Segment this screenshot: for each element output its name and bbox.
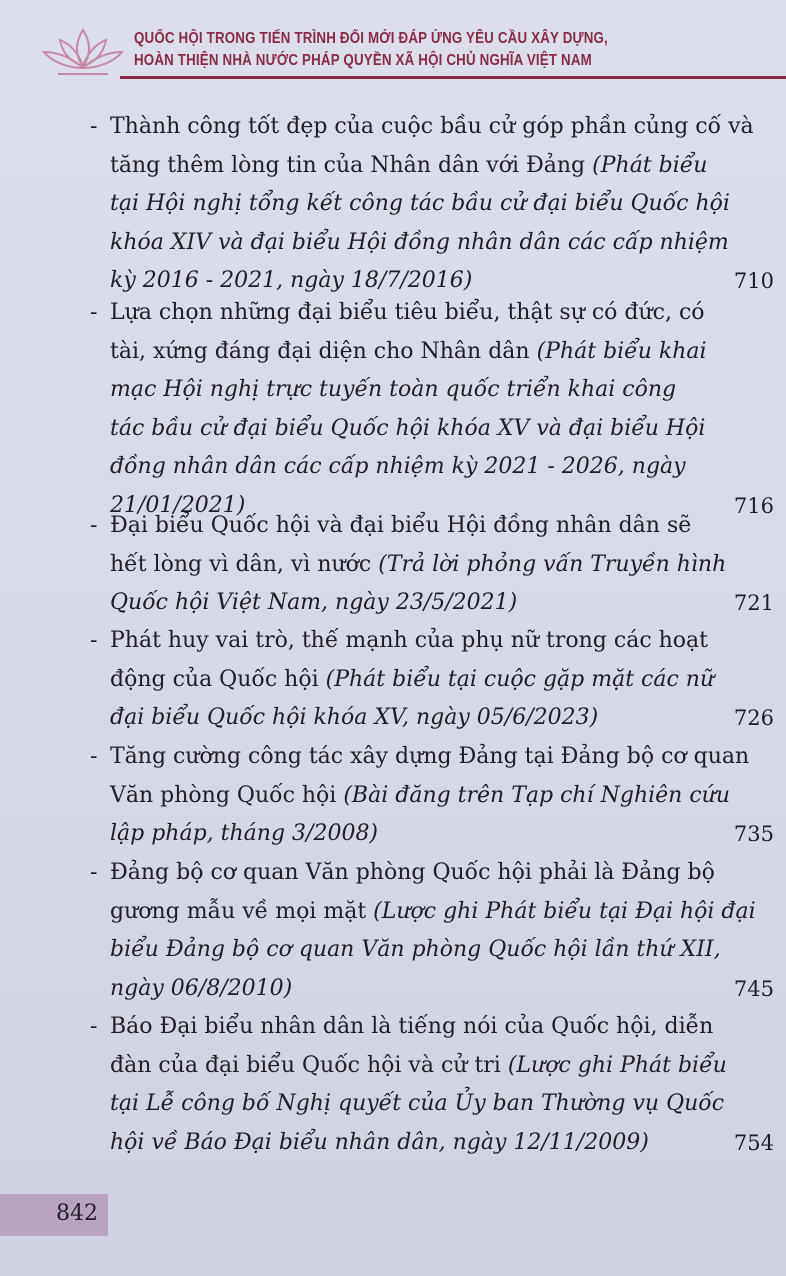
entry-title-text: tài, xứng đáng đại diện cho Nhân dân (110, 338, 537, 364)
toc-entry-line (84, 448, 774, 487)
toc-entry-line (84, 224, 774, 263)
entry-text (110, 1008, 713, 1047)
entry-text (110, 507, 691, 546)
toc-entry-line (84, 1085, 774, 1124)
bullet-dash: - (90, 628, 98, 653)
entry-text (110, 931, 721, 970)
entry-source-text: (Lược ghi Phát biểu tại Đại hội đại (373, 898, 756, 924)
entry-title-text: động của Quốc hội (110, 666, 326, 692)
toc-entry-line (84, 546, 774, 585)
entry-title-text: Phát huy vai trò, thế mạnh của phụ nữ trong các hoạt (110, 628, 709, 653)
entry-source-text: kỳ 2016 - 2021, ngày 18/7/2016) (110, 268, 473, 293)
entry-text (110, 699, 598, 738)
entry-title-text: Báo Đại biểu nhân dân là tiếng nói của Quốc hội, diễn (110, 1014, 714, 1039)
toc-entry-line (84, 738, 774, 777)
toc-entry-line (84, 147, 774, 186)
header-line-2: HOÀN THIỆN NHÀ NƯỚC PHÁP QUYỀN XÃ HỘI CHỦ NGHĨA VIỆT NAM (134, 52, 592, 69)
toc-entry-line (84, 815, 774, 854)
bullet-dash: - (90, 1014, 98, 1039)
entry-title-text: Đảng bộ cơ quan Văn phòng Quốc hội phải là Đảng bộ (110, 860, 715, 885)
bullet-dash: - (90, 513, 98, 538)
bullet-dash: - (90, 300, 98, 325)
entry-text (110, 333, 707, 372)
entry-source-text: đồng nhân dân các cấp nhiệm kỳ 2021 - 2026, ngày (110, 454, 686, 479)
entry-source-text: (Trả lời phỏng vấn Truyền hình (378, 551, 727, 577)
entry-title-text: Đại biểu Quốc hội và đại biểu Hội đồng nhân dân sẽ (110, 513, 692, 538)
entry-source-text: Quốc hội Việt Nam, ngày 23/5/2021) (110, 590, 518, 615)
entry-text (110, 1085, 724, 1124)
entry-text (110, 371, 676, 410)
entry-title-text: hết lòng vì dân, vì nước (110, 551, 379, 577)
toc-entry-line (84, 333, 774, 372)
entry-text (110, 1124, 649, 1163)
toc-entry-line (84, 699, 774, 738)
entry-text (110, 546, 726, 585)
entry-source-text: mạc Hội nghị trực tuyến toàn quốc triển khai công (110, 377, 677, 402)
toc-entry-line (84, 854, 774, 893)
entry-page-number: 754 (733, 1130, 774, 1155)
entry-text (110, 661, 714, 700)
entry-source-text: đại biểu Quốc hội khóa XV, ngày 05/6/2023) (110, 705, 599, 730)
running-header (134, 28, 650, 72)
toc-entry-line (84, 371, 774, 410)
toc-entry-line (84, 661, 774, 700)
toc-entry (84, 854, 774, 1008)
toc-entry-line (84, 970, 774, 1009)
entry-title-text: Tăng cường công tác xây dựng Đảng tại Đảng bộ cơ quan (110, 744, 750, 769)
entry-source-text: khóa XIV và đại biểu Hội đồng nhân dân các cấp nhiệm (110, 229, 729, 255)
header-rule (120, 76, 786, 79)
entry-page-number: 721 (733, 591, 774, 615)
entry-page-number: 710 (733, 269, 774, 293)
entry-source-text: lập pháp, tháng 3/2008) (110, 821, 379, 846)
entry-text (110, 410, 705, 449)
bullet-dash: - (90, 114, 98, 139)
entry-source-text: (Phát biểu tại cuộc gặp mặt các nữ (325, 666, 715, 692)
toc-entry (84, 294, 774, 525)
toc-entry-line (84, 1047, 774, 1086)
entry-text (110, 1047, 727, 1086)
toc-entry-line (84, 108, 774, 147)
entry-source-text: (Phát biểu khai (536, 338, 707, 364)
entry-text (110, 108, 754, 147)
entry-text (110, 893, 756, 932)
entry-source-text: tác bầu cử đại biểu Quốc hội khóa XV và đại biểu Hội (110, 415, 706, 441)
entry-text (110, 970, 292, 1009)
entry-title-text: Văn phòng Quốc hội (110, 782, 344, 808)
entry-text (110, 294, 705, 333)
entry-source-text: ngày 06/8/2010) (110, 975, 293, 1001)
entry-text (110, 738, 749, 777)
entry-text (110, 448, 686, 487)
page-number: 842 (56, 1201, 98, 1226)
toc-entry (84, 738, 774, 854)
bullet-dash: - (90, 860, 98, 885)
toc-entry-line (84, 185, 774, 224)
toc-entry-line (84, 777, 774, 816)
entry-source-text: tại Lễ công bố Nghị quyết của Ủy ban Thường vụ Quốc (110, 1091, 725, 1116)
header-line-1: QUỐC HỘI TRONG TIẾN TRÌNH ĐỔI MỚI ĐÁP ỨNG YÊU CẦU XÂY DỰNG, (134, 30, 608, 47)
entry-title-text: đàn của đại biểu Quốc hội và cử tri (110, 1052, 508, 1078)
entry-page-number: 745 (733, 976, 774, 1001)
entry-title-text: tăng thêm lòng tin của Nhân dân với Đảng (110, 152, 593, 178)
toc-entry-line (84, 893, 774, 932)
entry-text (110, 147, 707, 186)
toc-entry-line (84, 1008, 774, 1047)
entry-text (110, 815, 378, 854)
entry-title-text: gương mẫu về mọi mặt (110, 898, 374, 924)
toc-entry-line (84, 507, 774, 546)
entry-source-text: (Phát biểu (592, 152, 708, 178)
entry-title-text: Lựa chọn những đại biểu tiêu biểu, thật sự có đức, có (110, 300, 705, 325)
toc-entry-line (84, 1124, 774, 1163)
toc-entry-line (84, 931, 774, 970)
entry-text (110, 584, 517, 623)
entry-text (110, 185, 730, 224)
entry-text (110, 224, 729, 263)
entry-text (110, 854, 715, 893)
entry-page-number: 716 (733, 493, 774, 518)
toc-entry (84, 108, 774, 301)
entry-source-text: (Lược ghi Phát biểu (507, 1052, 727, 1078)
toc-entry-line (84, 294, 774, 333)
entry-text (110, 622, 708, 661)
entry-source-text: hội về Báo Đại biểu nhân dân, ngày 12/11/2009) (110, 1129, 649, 1155)
entry-title-text: Thành công tốt đẹp của cuộc bầu cử góp phần củng cố và (110, 114, 754, 139)
entry-source-text: biểu Đảng bộ cơ quan Văn phòng Quốc hội lần thứ XII, (110, 937, 721, 962)
bullet-dash: - (90, 744, 98, 769)
entry-source-text: 21/01/2021) (110, 492, 246, 518)
toc-entry-line (84, 622, 774, 661)
entry-text (110, 777, 730, 816)
toc-entry (84, 1008, 774, 1162)
toc-entry (84, 622, 774, 738)
entry-source-text: (Bài đăng trên Tạp chí Nghiên cứu (343, 782, 730, 808)
toc-entry-line (84, 410, 774, 449)
toc-entry-line (84, 584, 774, 623)
entry-source-text: tại Hội nghị tổng kết công tác bầu cử đại biểu Quốc hội (110, 191, 730, 216)
entry-page-number: 726 (733, 706, 774, 730)
toc-entry (84, 507, 774, 623)
lotus-logo-icon (40, 22, 126, 80)
entry-page-number: 735 (733, 822, 774, 846)
